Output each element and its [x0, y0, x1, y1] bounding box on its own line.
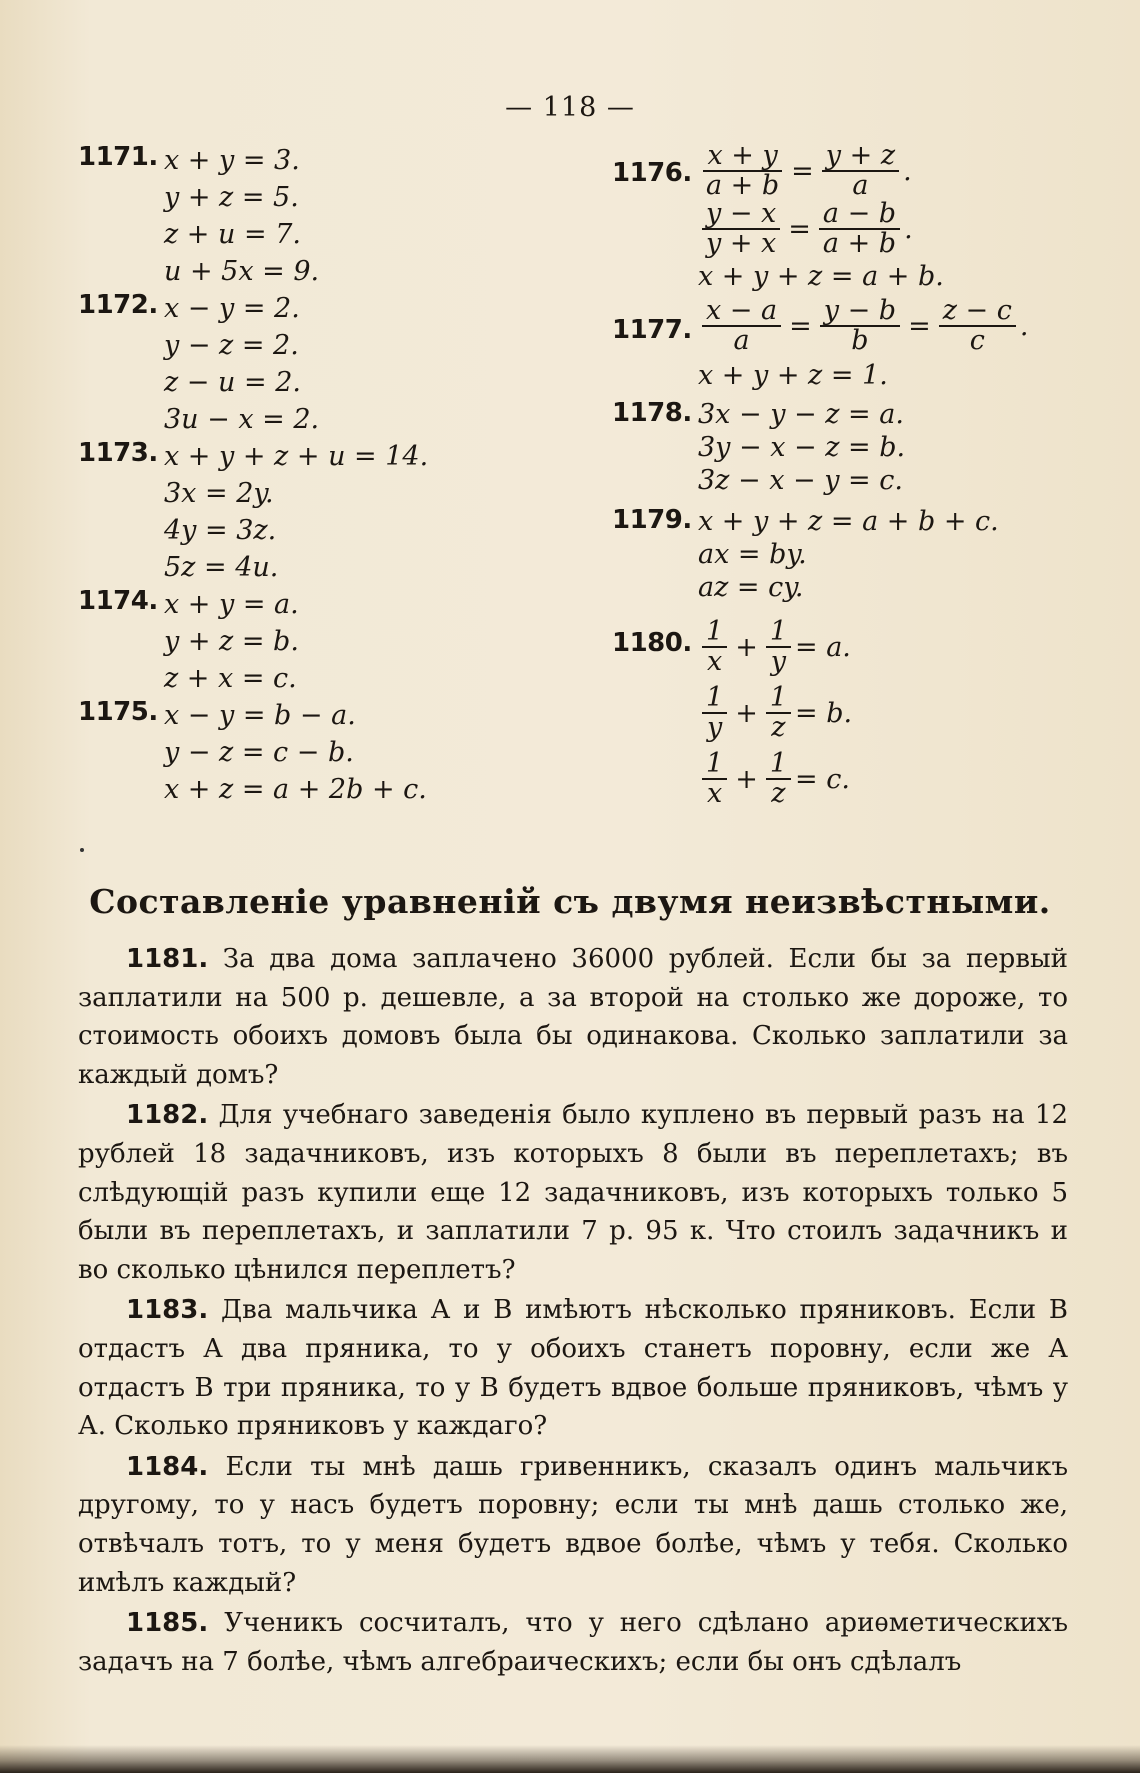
fraction-equation: $\frac{x + y}{a + b}$ = $\frac{y + z}{a}$ .: [698, 142, 1092, 200]
numerator: 1: [766, 750, 791, 780]
problem-number: 1182.: [126, 1100, 209, 1131]
equation: x − y = b − a.: [164, 700, 356, 731]
problem-number: 1180.: [612, 628, 692, 658]
numerator: y − x: [702, 200, 780, 230]
problem-text: За два дома заплачено 36000 рублей. Если бы за первый заплатили на 500 р. дешевле, а за второй на столько же дороже, то стоимость обоихъ домовъ была бы одинакова. Сколько заплатили за каждый домъ?: [78, 944, 1068, 1090]
numerator: x + y: [703, 142, 781, 172]
equation: z + u = 7.: [164, 219, 301, 250]
equation: x + y + z + u = 14.: [164, 441, 429, 472]
problem-number: 1173.: [78, 438, 158, 468]
problem-number: 1175.: [78, 697, 158, 727]
word-problems: [78, 940, 1068, 1683]
numerator: 1: [766, 684, 791, 714]
numerator: z − c: [939, 297, 1016, 327]
equation: x + y = a.: [164, 589, 299, 620]
problem-number: 1181.: [126, 944, 209, 974]
problem-number: 1183.: [126, 1295, 209, 1326]
fraction-equation: $\frac{1}{x}$ + $\frac{1}{y}$ = a.: [698, 614, 1092, 680]
problem-1178: [612, 398, 1092, 497]
problem-number: 1177.: [612, 315, 692, 345]
problem-1184: [78, 1448, 1068, 1602]
period: .: [903, 155, 912, 187]
problem-1185: [78, 1604, 1068, 1681]
problem-number: 1172.: [78, 290, 158, 320]
left-equation-column: [78, 142, 578, 808]
equation: y + z = b.: [164, 626, 299, 657]
numerator: 1: [702, 618, 727, 648]
equation: x + z = a + 2b + c.: [164, 774, 427, 805]
numerator: 1: [702, 750, 727, 780]
denominator: a + b: [822, 228, 897, 259]
equation: y + z = 5.: [164, 182, 299, 213]
equation: y − z = c − b.: [164, 737, 354, 768]
equation: z − u = 2.: [164, 367, 301, 398]
denominator: x: [706, 646, 723, 677]
equation: 4y = 3z.: [164, 515, 277, 546]
problem-1182: [78, 1096, 1068, 1289]
problem-1175: [78, 697, 578, 808]
fraction-equation: $\frac{y - x}{y + x}$ = $\frac{a - b}{a + b}$ .: [698, 200, 1092, 258]
problem-1176: [612, 142, 1092, 295]
problem-number: 1178.: [612, 398, 692, 428]
problem-1181: [78, 940, 1068, 1094]
fraction-equation: $\frac{1}{y}$ + $\frac{1}{z}$ = b.: [698, 680, 1092, 746]
problem-1179: [612, 505, 1092, 604]
equation: y − z = 2.: [164, 330, 299, 361]
problem-text: Два мальчика А и В имѣютъ нѣсколько пряниковъ. Если В отдастъ А два пряника, то у обоихъ станетъ поровну, если же А отдастъ В три пряника, то у В будетъ вдвое больше пряниковъ, чѣмъ у А. Сколько пряниковъ у каждаго?: [78, 1295, 1068, 1442]
problem-number: 1184.: [126, 1451, 209, 1482]
equation: x + y + z = a + b.: [698, 261, 944, 292]
problem-number: 1176.: [612, 158, 692, 188]
ink-speck: [80, 848, 84, 852]
equation: 3x = 2y.: [164, 478, 274, 509]
denominator: z: [771, 778, 786, 809]
denominator: y: [706, 712, 723, 743]
denominator: a + b: [706, 170, 780, 201]
page-number: — 118 —: [505, 92, 635, 123]
equation: 3z − x − y = c.: [698, 465, 903, 496]
denominator: a: [852, 170, 869, 201]
equation: x + y + z = 1.: [698, 360, 888, 391]
equation: ax = by.: [698, 539, 807, 570]
fraction-equation: $\frac{x - a}{a}$ = $\frac{y - b}{b}$ = $\frac{z - c}{c}$ .: [698, 295, 1092, 357]
period: .: [904, 213, 913, 245]
right-equation-column: [612, 142, 1092, 812]
denominator: y: [770, 646, 787, 677]
fraction-equation: $\frac{1}{x}$ + $\frac{1}{z}$ = c.: [698, 746, 1092, 812]
equation: u + 5x = 9.: [164, 256, 320, 287]
numerator: y + z: [822, 142, 899, 172]
problem-number: 1179.: [612, 505, 692, 535]
denominator: c: [969, 325, 985, 356]
problem-number: 1185.: [126, 1608, 209, 1639]
denominator: a: [733, 325, 750, 356]
denominator: b: [851, 325, 869, 356]
right-hand-side: = a.: [795, 631, 851, 663]
section-title: Составленіе уравненій съ двумя неизвѣстными.: [89, 882, 1051, 921]
problem-1183: [78, 1291, 1068, 1445]
problem-text: Если ты мнѣ дашь гривенникъ, сказалъ одинъ мальчикъ другому, то у насъ будетъ поровну; если ты мнѣ дашь столько же, отвѣчалъ тотъ, то у меня будетъ вдвое болѣе, чѣмъ у тебя. Сколько имѣлъ каждый?: [78, 1451, 1069, 1598]
numerator: x − a: [702, 297, 781, 327]
right-hand-side: = b.: [795, 697, 853, 729]
equation: 3u − x = 2.: [164, 404, 320, 435]
equation: az = cy.: [698, 572, 804, 603]
problem-1174: [78, 586, 578, 697]
numerator: 1: [766, 618, 791, 648]
denominator: y + x: [706, 228, 777, 259]
problem-1173: [78, 438, 578, 586]
page-bottom-edge: [0, 1745, 1140, 1773]
numerator: y − b: [820, 297, 900, 327]
problem-1180: [612, 614, 1092, 812]
problem-1177: [612, 295, 1092, 394]
problem-number: 1174.: [78, 586, 158, 616]
equation: x + y + z = a + b + c.: [698, 506, 999, 537]
numerator: a − b: [819, 200, 900, 230]
equation: 3y − x − z = b.: [698, 432, 906, 463]
problem-1171: [78, 142, 578, 290]
denominator: x: [706, 778, 723, 809]
problem-number: 1171.: [78, 142, 158, 172]
problem-text: Для учебнаго заведенія было куплено въ первый разъ на 12 рублей 18 задачниковъ, изъ которыхъ 8 были въ переплетахъ; въ слѣдующій разъ купили еще 12 задачниковъ, изъ которыхъ только 5 были въ переплетахъ, и заплатили 7 р. 95 к. Что стоилъ задачникъ и во сколько цѣнился переплетъ?: [78, 1100, 1068, 1285]
problem-text: Ученикъ сосчиталъ, что у него сдѣлано ариѳметическихъ задачъ на 7 болѣе, чѣмъ алгебраическихъ; если бы онъ сдѣлалъ: [78, 1608, 1069, 1677]
equation: z + x = c.: [164, 663, 297, 694]
equation: x + y = 3.: [164, 145, 300, 176]
equation: 3x − y − z = a.: [698, 399, 904, 430]
problem-1172: [78, 290, 578, 438]
denominator: z: [771, 712, 786, 743]
equation: x − y = 2.: [164, 293, 300, 324]
equation: 5z = 4u.: [164, 552, 279, 583]
right-hand-side: = c.: [795, 763, 850, 795]
period: .: [1019, 310, 1029, 342]
numerator: 1: [702, 684, 727, 714]
